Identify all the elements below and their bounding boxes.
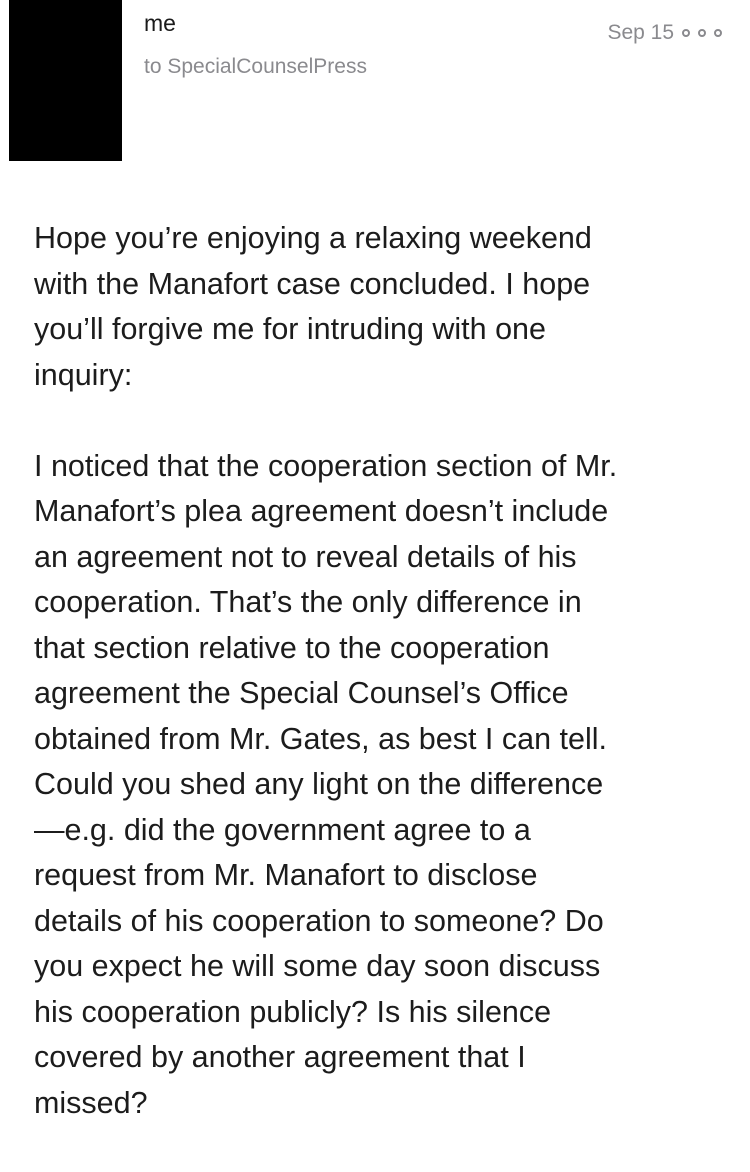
dot — [714, 29, 722, 37]
email-date: Sep 15 — [607, 21, 674, 44]
email-header — [0, 0, 750, 180]
recipient-line[interactable]: to SpecialCounselPress — [144, 55, 367, 78]
redacted-avatar — [9, 0, 122, 161]
dot — [682, 29, 690, 37]
more-dots-icon[interactable] — [682, 23, 722, 43]
email-body — [34, 216, 734, 1172]
sender-name[interactable]: me — [144, 10, 176, 36]
dot — [698, 29, 706, 37]
body-paragraph: Hope you’re enjoying a relaxing weekend with the Manafort case concluded. I hope you’ll forgive me for intruding with one inquiry: — [34, 221, 592, 392]
body-paragraph: I noticed that the cooperation section of Mr. Manafort’s plea agreement doesn’t include an agreement not to reveal details of his cooperation. That’s the only difference in that section relative to the cooperation agreement the Special Counsel’s Office obtained from Mr. Gates, as best I can tell. Could you shed any light on the difference —e.g. did the government agree to a request from Mr. Manafort to disclose details of his cooperation to someone? Do you expect he will some day soon discuss his cooperation publicly? Is his silence covered by another agreement that I missed? — [34, 448, 618, 1120]
